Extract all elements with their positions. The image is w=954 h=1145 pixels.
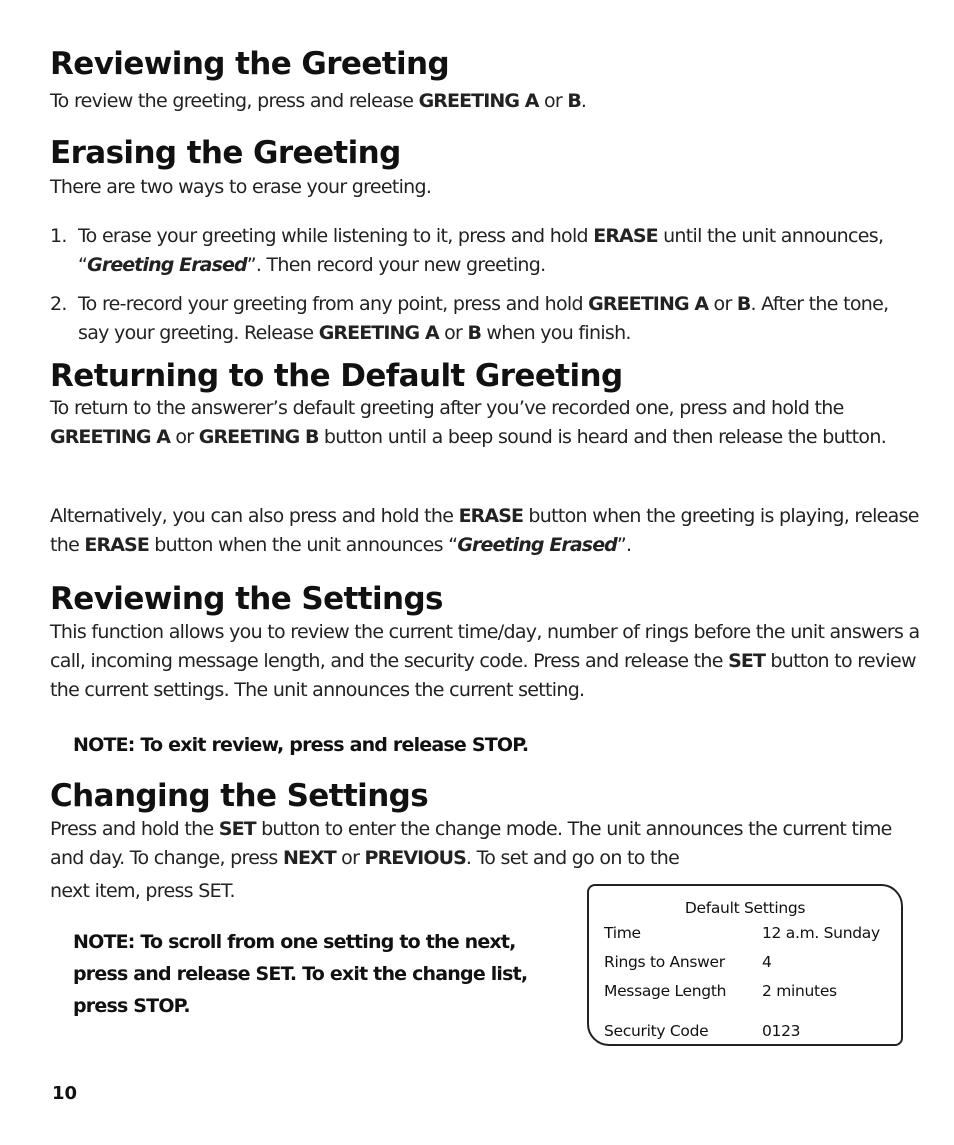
paragraph-reviewing-settings: This function allows you to review the current time/day, number of rings before the unit answers a call, incoming message length, and the security code. Press and release the SET button to review the current settings. The unit announces the current setting. xyxy=(50,621,920,701)
paragraph-changing-settings-last-line: next item, press SET. xyxy=(50,880,235,902)
setting-value-security-code: 0123 xyxy=(762,1022,801,1040)
page-number: 10 xyxy=(52,1083,78,1104)
list-item-erase-2 xyxy=(50,290,920,348)
heading-reviewing-settings: Reviewing the Settings xyxy=(50,581,443,617)
setting-label-security-code: Security Code xyxy=(604,1022,709,1040)
heading-returning-default: Returning to the Default Greeting xyxy=(50,358,623,394)
setting-label-message-length: Message Length xyxy=(604,982,727,1000)
paragraph-returning-default-1: To return to the answerer’s default greeting after you’ve recorded one, press and hold the GREETING A or GREETING B button until a beep sound is heard and then release the button. xyxy=(50,397,887,448)
note-exit-review: NOTE: To exit review, press and release STOP. xyxy=(73,734,529,756)
setting-value-rings: 4 xyxy=(762,953,772,971)
list-number: 2. xyxy=(50,293,67,315)
note-line: press and release SET. To exit the change list, xyxy=(73,963,528,985)
list-item-erase-1 xyxy=(50,222,920,280)
paragraph-returning-default-2: Alternatively, you can also press and hold the ERASE button when the greeting is playing, release the ERASE button when the unit announces “Greeting Erased”. xyxy=(50,505,919,556)
heading-reviewing-greeting: Reviewing the Greeting xyxy=(50,46,450,82)
setting-value-time: 12 a.m. Sunday xyxy=(762,924,880,942)
paragraph-changing-settings: Press and hold the SET button to enter the change mode. The unit announces the current time and day. To change, press NEXT or PREVIOUS. To set and go on to the xyxy=(50,818,892,869)
list-text: To erase your greeting while listening to it, press and hold ERASE until the unit announces, “Greeting Erased”. Then record your new greeting. xyxy=(78,225,884,276)
setting-value-message-length: 2 minutes xyxy=(762,982,837,1000)
note-scroll-settings xyxy=(73,926,527,1022)
heading-changing-settings: Changing the Settings xyxy=(50,778,429,814)
default-settings-title: Default Settings xyxy=(684,899,806,917)
setting-label-rings: Rings to Answer xyxy=(604,953,725,971)
note-line: press STOP. xyxy=(73,995,190,1017)
note-line: NOTE: To scroll from one setting to the next, xyxy=(73,931,516,953)
paragraph-erasing-intro: There are two ways to erase your greeting. xyxy=(50,176,432,198)
list-number: 1. xyxy=(50,225,67,247)
setting-label-time: Time xyxy=(604,924,641,942)
paragraph-reviewing-greeting: To review the greeting, press and release GREETING A or B. xyxy=(50,90,587,112)
heading-erasing-greeting: Erasing the Greeting xyxy=(50,135,401,171)
list-text: To re-record your greeting from any point, press and hold GREETING A or B. After the tone, say your greeting. Release GREETING A or B when you finish. xyxy=(78,293,889,344)
default-settings-box xyxy=(587,884,903,1046)
